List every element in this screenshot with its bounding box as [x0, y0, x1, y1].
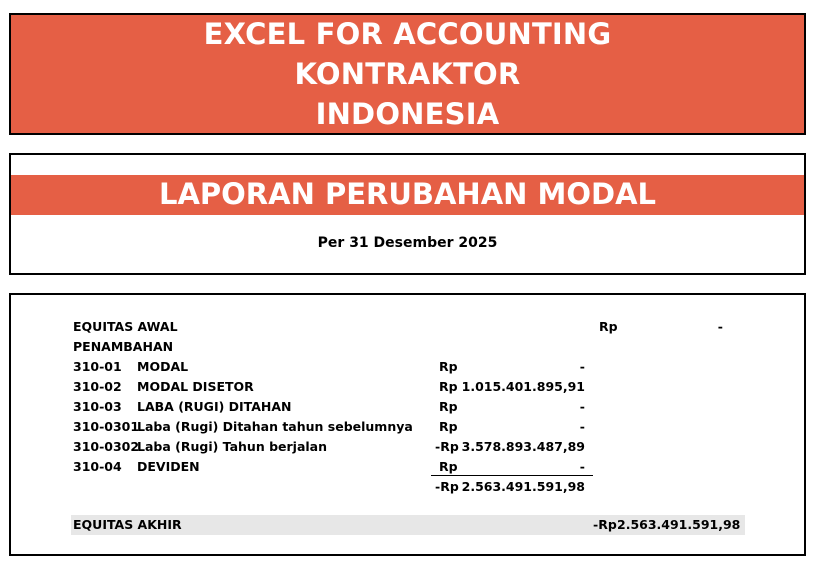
closing-equity-currency: -Rp [593, 517, 617, 532]
company-title-banner [9, 13, 806, 135]
row-name: Laba (Rugi) Ditahan tahun sebelumnya [137, 419, 413, 434]
row-code: 310-0302 [73, 439, 140, 454]
closing-equity-value: 2.563.491.591,98 [617, 517, 741, 532]
subtotal-value: 2.563.491.591,98 [461, 479, 585, 494]
row-value: - [579, 359, 585, 374]
row-name: MODAL [137, 359, 189, 374]
row-code: 310-02 [73, 379, 122, 394]
closing-equity-label: EQUITAS AKHIR [73, 517, 182, 532]
opening-equity-currency: Rp [599, 319, 618, 334]
row-value: - [579, 419, 585, 434]
row-code: 310-0301 [73, 419, 140, 434]
row-value: 1.015.401.895,91 [461, 379, 585, 394]
row-value: 3.578.893.487,89 [461, 439, 585, 454]
company-title-line-3: INDONESIA [315, 97, 500, 131]
row-name: Laba (Rugi) Tahun berjalan [137, 439, 327, 454]
company-title-line-2: KONTRAKTOR [294, 57, 521, 91]
opening-equity-value: - [717, 319, 723, 334]
row-currency: Rp [439, 419, 458, 434]
additions-label: PENAMBAHAN [73, 339, 174, 354]
opening-equity-label: EQUITAS AWAL [73, 319, 178, 334]
row-name: DEVIDEN [137, 459, 200, 474]
subtotal-divider [431, 475, 593, 476]
row-code: 310-03 [73, 399, 122, 414]
row-currency: Rp [439, 359, 458, 374]
equity-statement [9, 293, 806, 556]
company-title-line-1: EXCEL FOR ACCOUNTING [203, 17, 612, 51]
row-currency: Rp [439, 399, 458, 414]
row-currency: Rp [439, 459, 458, 474]
row-currency: Rp [439, 379, 458, 394]
row-code: 310-04 [73, 459, 122, 474]
row-code: 310-01 [73, 359, 122, 374]
row-value: - [579, 459, 585, 474]
row-name: LABA (RUGI) DITAHAN [137, 399, 292, 414]
row-name: MODAL DISETOR [137, 379, 254, 394]
report-title: LAPORAN PERUBAHAN MODAL [158, 177, 657, 211]
subtotal-currency: -Rp [435, 479, 459, 494]
row-currency: -Rp [435, 439, 459, 454]
report-date: Per 31 Desember 2025 [317, 235, 498, 251]
row-value: - [579, 399, 585, 414]
report-header [9, 153, 806, 275]
